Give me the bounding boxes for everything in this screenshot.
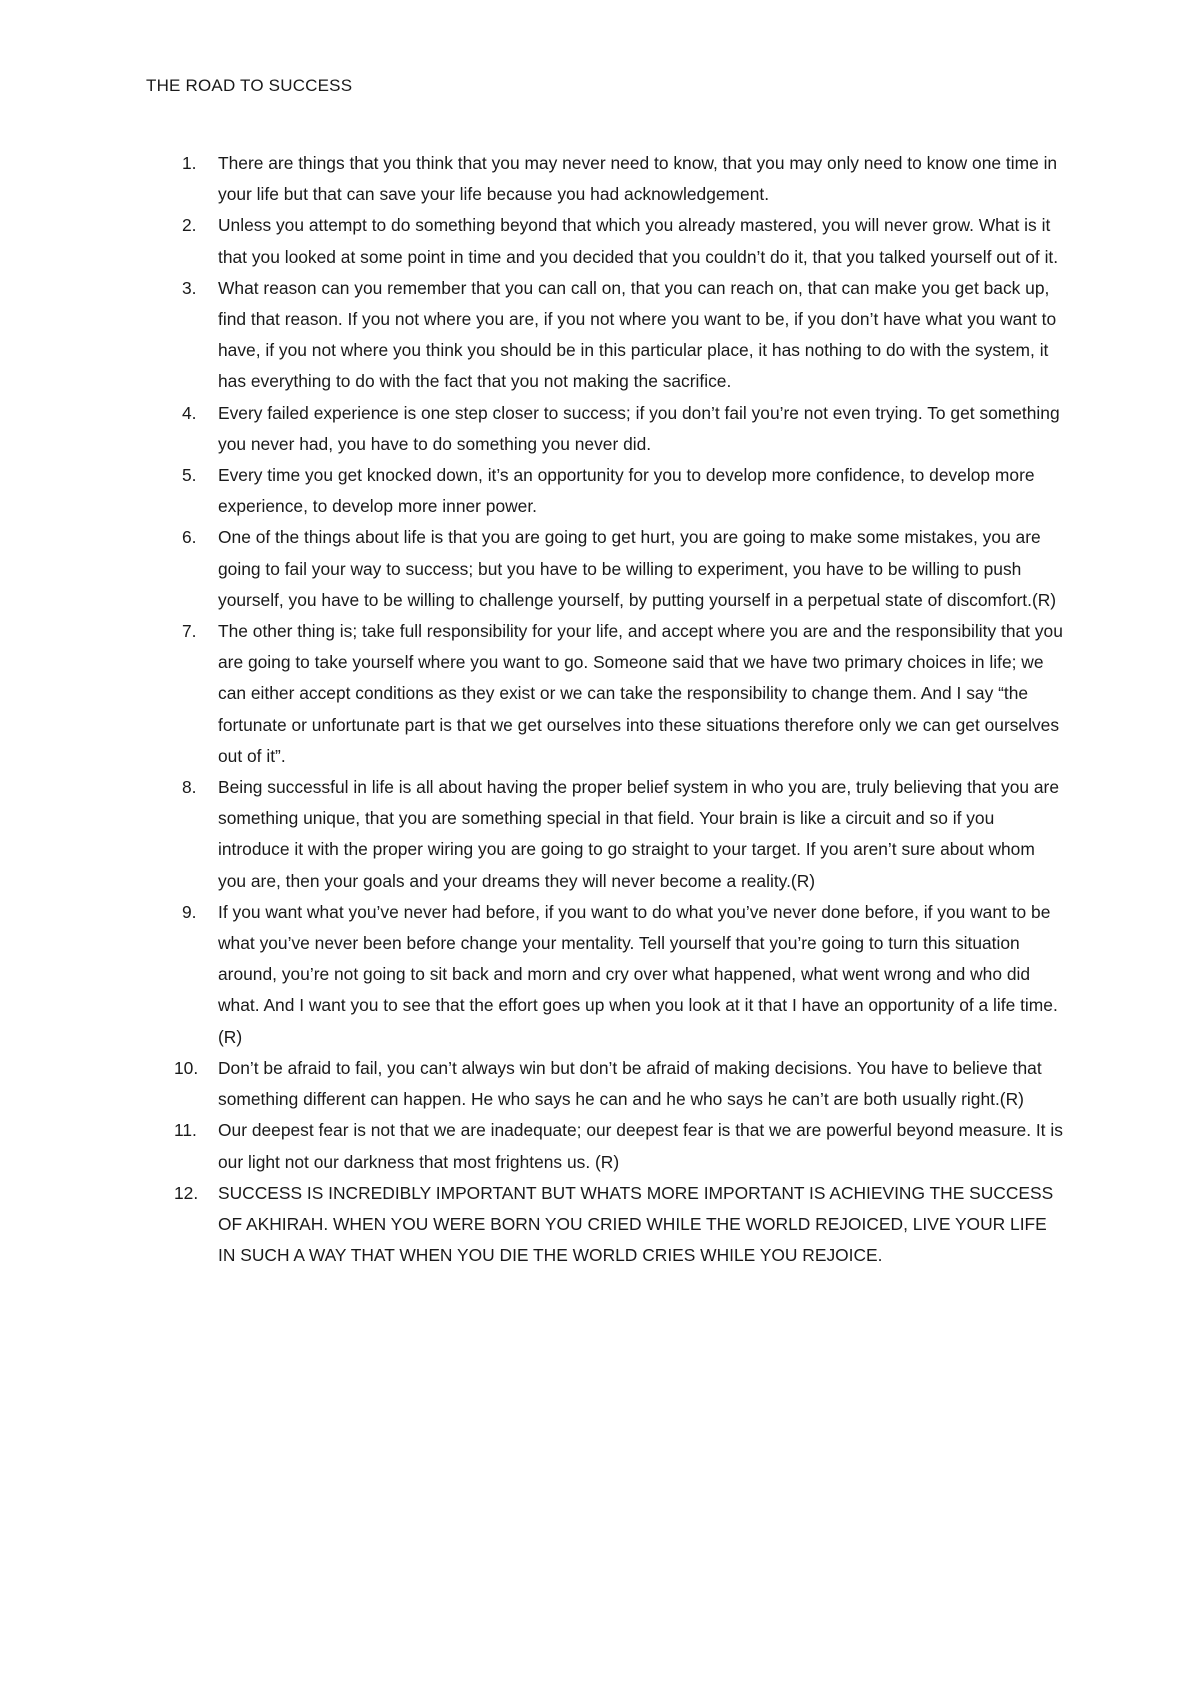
list-item-text: Every time you get knocked down, it’s an opportunity for you to develop more confidence, to develop more experience, to develop more inner power. [218, 465, 1035, 517]
list-item-text: If you want what you’ve never had before, if you want to do what you’ve never done before, if you want to be what you’ve never been before change your mentality. Tell yourself that you’re going to turn this situation around, you’re not going to sit back and morn and cry over what happened, what went wrong and who did what. And I want you to see that the effort goes up when you look at it that I have an opportunity of a life time.(R) [218, 901, 1058, 1047]
document-title: THE ROAD TO SUCCESS [146, 76, 353, 95]
list-item [146, 522, 1066, 616]
list-item [146, 1178, 1066, 1272]
list-item-text: There are things that you think that you may never need to know, that you may only need to know one time in your life but that can save your life because you had acknowledgement. [218, 153, 1058, 205]
list-item-number: 5. [182, 465, 197, 486]
list-item-number: 4. [182, 402, 197, 423]
list-item-number: 8. [182, 777, 197, 798]
list-item [146, 1053, 1066, 1115]
list-item-text: Don’t be afraid to fail, you can’t always win but don’t be afraid of making decisions. You have to believe that something different can happen. He who says he can and he who says he can’t are both usually right.(R) [218, 1057, 1042, 1110]
list-item [146, 1115, 1066, 1177]
list-item-text: What reason can you remember that you can call on, that you can reach on, that can make you get back up, find that reason. If you not where you are, if you not where you want to be, if you don’t have what you want to have, if you not where you think you should be in this particular place, it has nothing to do with the system, it has everything to do with the fact that you not making the sacrifice. [218, 277, 1057, 392]
list-item [146, 772, 1066, 897]
list-item [146, 897, 1066, 1053]
list-item-number: 6. [182, 527, 197, 548]
list-item-text: One of the things about life is that you are going to get hurt, you are going to make some mistakes, you are going to fail your way to success; but you have to be willing to experiment, you have to be willing to push yourself, you have to be willing to challenge yourself, by putting yourself in a perpetual state of discomfort.(R) [218, 527, 1057, 610]
success-list [146, 148, 1066, 1271]
list-item-text: Unless you attempt to do something beyond that which you already mastered, you will never grow. What is it that you looked at some point in time and you decided that you couldn’t do it, that you talked yourself out of it. [218, 215, 1059, 267]
list-item-number: 3. [182, 277, 197, 298]
list-item-number: 1. [182, 153, 197, 173]
list-item [146, 273, 1066, 398]
list-item-number: 11. [174, 1120, 197, 1141]
list-item [146, 148, 1066, 210]
list-item [146, 616, 1066, 772]
list-item-number: 12. [174, 1182, 199, 1203]
list-item [146, 210, 1066, 272]
list-item-number: 10. [174, 1057, 199, 1078]
list-item-number: 9. [182, 901, 197, 922]
list-item-text: Every failed experience is one step closer to success; if you don’t fail you’re not even trying. To get something you never had, you have to do something you never did. [218, 402, 1060, 454]
list-item-text: Being successful in life is all about having the proper belief system in who you are, truly believing that you are something unique, that you are something special in that field. Your brain is like a circuit and so if you introduce it with the proper wiring you are going to go straight to your target. If you aren’t sure about whom you are, then your goals and your dreams they will never become a reality.(R) [218, 777, 1060, 891]
list-item [146, 460, 1066, 522]
list-item-text: The other thing is; take full responsibility for your life, and accept where you are and the responsibility that you are going to take yourself where you want to go. Someone said that we have two primary choices in life; we can either accept conditions as they exist or we can take the responsibility to change them. And I say “the fortunate or unfortunate part is that we get ourselves into these situations therefore only we can get ourselves out of it”. [218, 621, 1063, 766]
list-item-text: Our deepest fear is not that we are inadequate; our deepest fear is that we are powerful beyond measure. It is our light not our darkness that most frightens us. (R) [218, 1120, 1063, 1172]
list-item-text: SUCCESS IS INCREDIBLY IMPORTANT BUT WHATS MORE IMPORTANT IS ACHIEVING THE SUCCESS OF AKHIRAH. WHEN YOU WERE BORN YOU CRIED WHILE THE WORLD REJOICED, LIVE YOUR LIFE IN SUCH A WAY THAT WHEN YOU DIE THE WORLD CRIES WHILE YOU REJOICE. [218, 1182, 1054, 1266]
list-item-number: 2. [182, 215, 197, 236]
list-item-number: 7. [182, 621, 197, 642]
list-item [146, 398, 1066, 460]
